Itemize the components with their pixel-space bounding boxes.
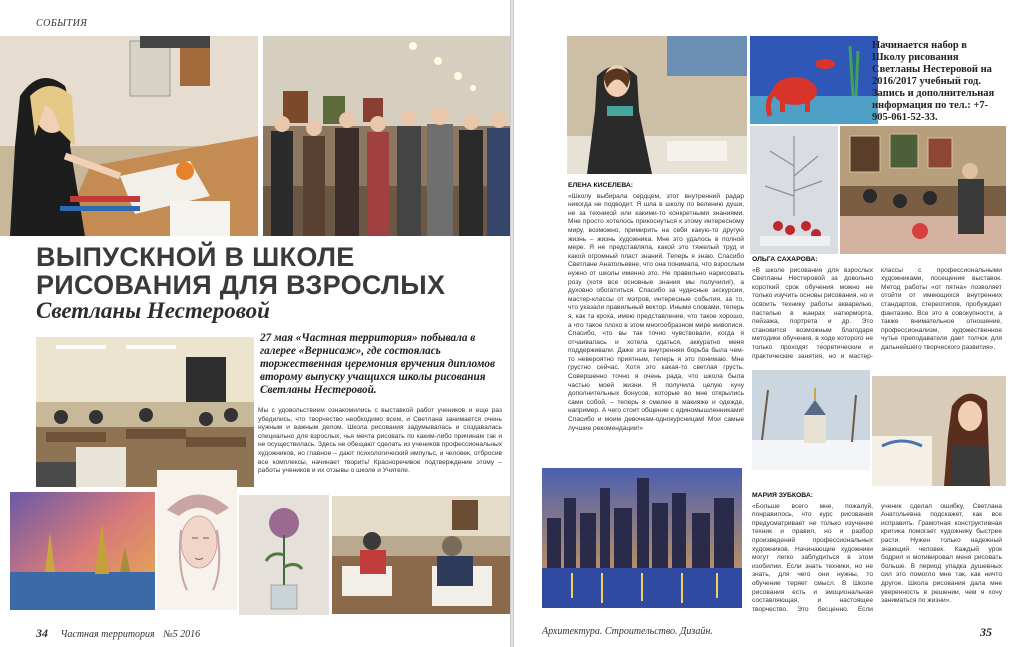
headline [36,243,506,299]
photo-classroom [36,337,254,487]
section-label: СОБЫТИЯ [36,18,88,29]
photo-rose-painting [239,495,329,615]
testimonial-text: «Школу выбирала сердцем, этот внутренний радар никогда не подводит. Я шла в школу по велению души, не за техникой или какими-то конкретными знаниями. Мне просто хотелось прикоснуться к этому интересному миру, возможно, примирить на себя какую-то другую жизнь – жизнь художника. Мне это удалось в полной мере. Я не представляла, какой это тяжелый труд и какой огромный пласт знаний. Теперь я знаю. Спасибо Светлане Анатольевне, что она понимала, что взрослым нужно от школы именно это. Не правильно нарисовать розу (хотя все основные знания мы получили!), а духовно обогатиться. Спасибо за чудесные экскурсии, мастер-классы от мэтров, интересные события, за то, что указали правильный вектор. Иными словами, теперь я, как та кроха, имею представление, что такое хорошо, а что такое плохо в этом многообразном мире живописи. Спасибо, что вы так точно чувствовали, когда я отчаивалась и хотела сдаться, аккуратно меня поддерживали. Даже эта внутренняя борьба была чем-то невероятно приятным, теперь я это понимаю. Мне грустно сейчас. Хотя это какая-то светлая грусть. Совершенно точно я очень рада, что школа была частью моей жизни. Я получила целую кучу дополнительных бонусов, которые во мне открылись сами собой, – теперь я смелее в макияже и одежде, например. А чего стоит общение с единомышленниками! Спасибо и моим девочкам-однокурсницам! Мои самые лучшие рекомендации!» [568,192,744,432]
photo-gallery-visitors [263,36,511,236]
testimonial-author: ОЛЬГА САХАРОВА: [752,256,818,263]
headline-subtitle: Светланы Нестеровой [36,298,270,323]
page-number-left: 34 [36,626,48,640]
footer-tagline: Архитектура. Строительство. Дизайн. [542,626,713,637]
headline-line-1: ВЫПУСКНОЙ В ШКОЛЕ [36,242,355,272]
photo-painting-trees [10,492,155,610]
photo-teacher-painting [567,36,747,174]
testimonial-text: «Больше всего мне, пожалуй, понравилось, что курс рисования предусматривает не только изучение техник и правил, но и разбор произведений профессиональных художников. Начинающие художники могут легко заблудиться в этом изобилии. Если знать техники, но не знать, для чего они нужны, то обучение теряет смысл. В Школе рисования есть и эмоциональная составляющая, и настоящее творчество. Это бесценно. Если ученик сделал ошибку, Светлана Анатольевна подскажет, как все исправить. Грамотная конструктивная критика помогает художнику быстрее расти. Нужен только надежный знающий человек. Каждый урок бодрил и мотивировал меня рисовать больше. В период упадка душевных сил это помогло мне так, как ничто другое. Школа рисования дала мне уверенность в решении, чем я хочу заниматься по жизни». [752,502,1002,613]
lead-paragraph: 27 мая «Частная территория» побывала в галерее «Вернисаж», где состоялась торжественная церемония вручения дипломов второму выпуску учащихся школы рисования Светланы Нестеровой. [260,332,495,396]
magazine-name: Частная территория [60,629,155,640]
right-page [514,0,1024,647]
headline-line-2: РИСОВАНИЯ ДЛЯ ВЗРОСЛЫХ [36,270,446,300]
photo-woman-with-painting [872,376,1006,486]
intro-text: Мы с удовольствием ознакомились с выставкой работ учеников и еще раз убедились, что творчество необходимо всем, и Светлана занимается очень нужным и важным делом. Школа рисования задумывалась и создавалась специально для взрослых, чья мечта рисовать по каким-либо причинам так и не осуществилась. Здесь не обещают сделать из учеников профессиональных художников, но главное – дают психологический импульс, и человек, отбросив все комплексы, начинает творить! Красноречивое подтверждение этому – работы учеников и их отзывы о школе и Учителе. [258,407,502,475]
photo-master-class [840,126,1006,254]
photo-portrait-sketch [157,470,237,610]
photo-cherries-painting [750,126,838,254]
testimonial-elena [568,182,744,433]
page-number-right: 35 [980,625,992,639]
photo-elephant-painting [750,36,878,124]
issue-number: №5 2016 [163,629,201,640]
testimonial-author: ЕЛЕНА КИСЕЛЕВА: [568,182,634,189]
photo-city-painting [542,468,742,608]
photo-church-painting [752,370,870,470]
testimonial-text: «В школе рисования для взрослых Светланы Нестеровой за довольно короткий срок обучения можно не только изучить основы рисования, но и освоить технику работы акварелью, пастелью в жанрах натюрморта, пейзажа, портрета и др. Это становится возможным благодаря методике обучения, в ходе которого не только проходят теоретические и практические занятия, но и мастер-классы с профессиональными художниками, посещения выставок. Метод работы «от пятна» позволяет отойти от имеющихся внутренних стандартов, стереотипов, пробуждает фантазию. Все это в совокупности, а также внимательное отношение, профессионализм, художественное чутье преподавателя дает толчок для дальнейшего творческого развития». [752,266,1002,360]
footer-left [36,626,200,641]
photo-woman-drawing [0,36,258,236]
testimonial-author: МАРИЯ ЗУБКОВА: [752,492,814,499]
enrollment-announcement: Начинается набор в Школу рисования Светланы Нестеровой на 2016/2017 учебный год. Запись и дополнительная информация по тел.: +7-905-061-52-33. [872,40,995,123]
left-page [0,0,510,647]
photo-students-drawing [332,496,510,614]
